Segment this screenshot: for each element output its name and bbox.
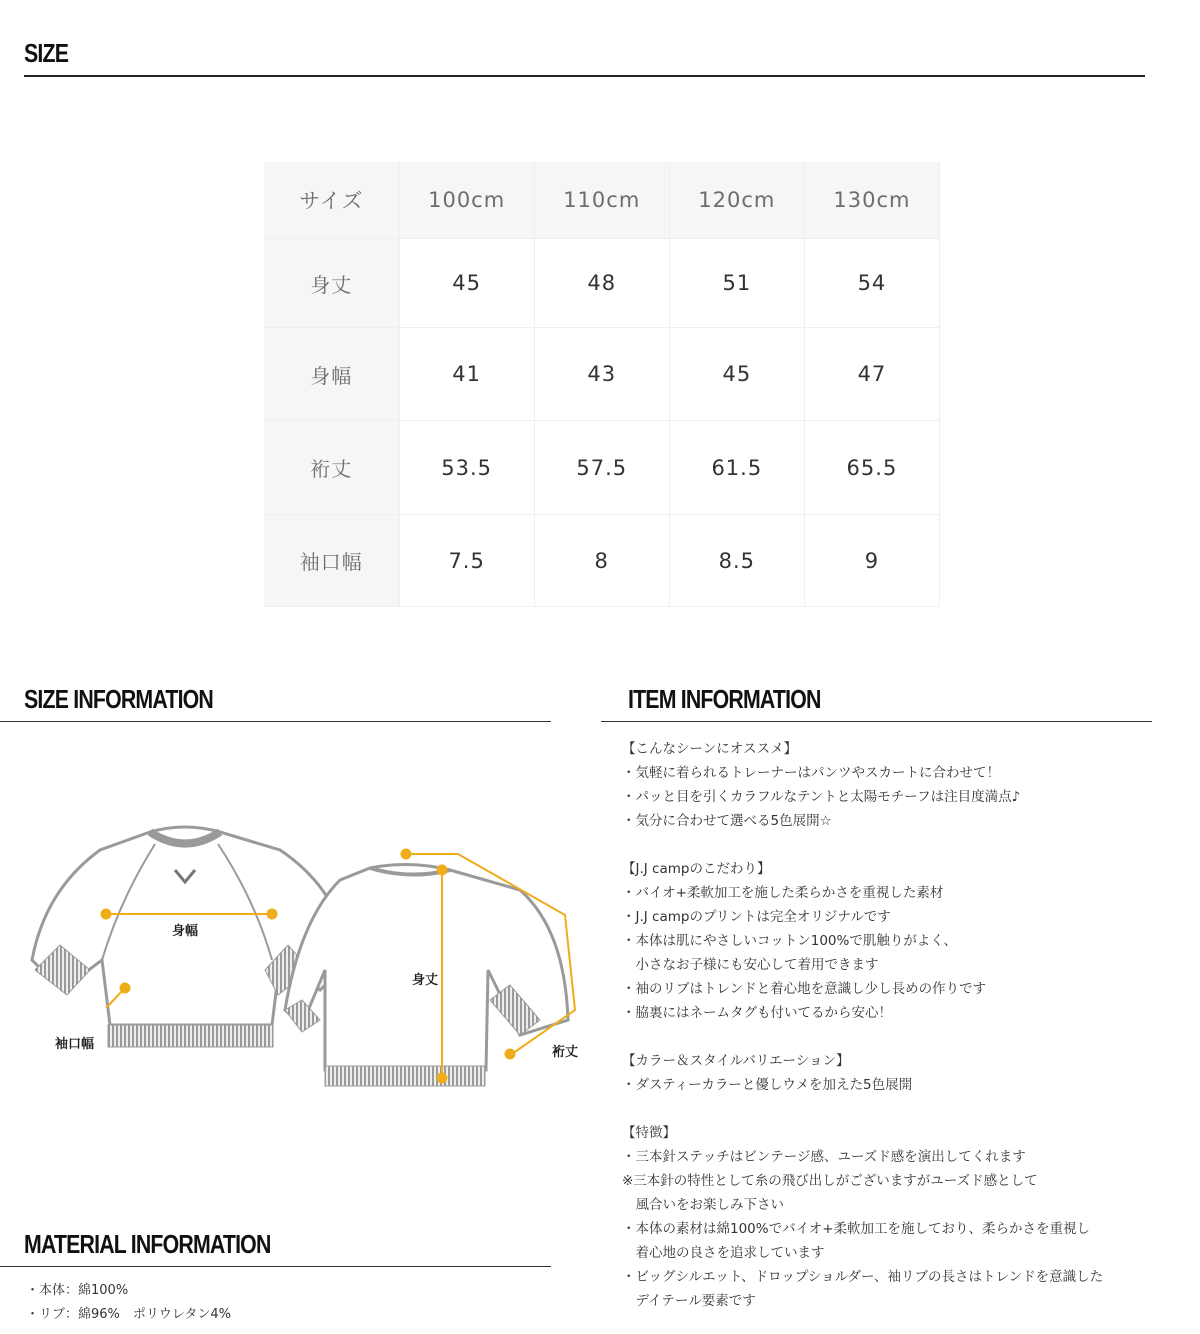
size-table-header: 120cm (669, 162, 804, 239)
item-info-line (622, 1025, 1182, 1049)
table-row (264, 239, 940, 328)
table-cell: 45 (669, 328, 804, 421)
table-cell: 8 (534, 515, 669, 607)
length-label: 身丈 (412, 973, 439, 988)
material-info-divider (0, 1266, 551, 1267)
item-info-line: ※三本針の特性として糸の飛び出しがございますがユーズド感として (622, 1173, 1038, 1189)
item-info-line: 【特徴】 (622, 1125, 676, 1141)
item-info-line: ・パッと目を引くカラフルなテントと太陽モチーフは注目度満点♪ (622, 789, 1021, 805)
item-info-line: ・本体の素材は綿100%でバイオ+柔軟加工を施しており、柔らかさを重視し (622, 1221, 1091, 1237)
item-info-line: ・三本針ステッチはビンテージ感、ユーズド感を演出してくれます (622, 1149, 1026, 1165)
table-row (264, 515, 940, 607)
item-info-text (622, 737, 1182, 1313)
row-label: 身丈 (264, 239, 399, 328)
item-info-title: ITEM INFORMATION (628, 684, 821, 714)
table-row (264, 421, 940, 515)
table-cell: 48 (534, 239, 669, 328)
table-cell: 61.5 (669, 421, 804, 515)
table-cell: 8.5 (669, 515, 804, 607)
table-cell: 41 (399, 328, 534, 421)
item-info-line (622, 1097, 1182, 1121)
row-label: 裄丈 (264, 421, 399, 515)
table-cell: 47 (804, 328, 939, 421)
item-info-line: 着心地の良さを追求しています (622, 1245, 825, 1261)
size-table-header: 100cm (399, 162, 534, 239)
table-cell: 43 (534, 328, 669, 421)
item-info-line: ・気分に合わせて選べる5色展開☆ (622, 813, 832, 829)
item-info-line: 【カラー＆スタイルバリエーション】 (622, 1053, 850, 1069)
sweatshirt-diagram (20, 820, 590, 1100)
size-table-header-row (264, 162, 940, 239)
material-line: ・本体：綿100% (26, 1283, 129, 1298)
size-table-header: サイズ (264, 162, 399, 239)
item-info-line (622, 833, 1182, 857)
item-info-line: ・ビッグシルエット、ドロップショルダー、袖リブの長さはトレンドを意識した (622, 1269, 1104, 1285)
size-section-title: SIZE (24, 38, 69, 68)
sleeve-length-label: 裄丈 (552, 1045, 579, 1060)
body-width-label: 身幅 (172, 924, 199, 939)
item-info-line: ・J.J campのプリントは完全オリジナルです (622, 909, 891, 925)
material-text (26, 1279, 231, 1327)
material-info-title: MATERIAL INFORMATION (24, 1229, 271, 1259)
item-info-divider (601, 721, 1152, 722)
item-info-line: ・脇裏にはネームタグも付いてるから安心！ (622, 1005, 892, 1021)
table-cell: 51 (669, 239, 804, 328)
size-table-header: 130cm (804, 162, 939, 239)
row-label: 身幅 (264, 328, 399, 421)
item-info-line: デイテール要素です (622, 1293, 756, 1309)
item-info-line: ・バイオ+柔軟加工を施した柔らかさを重視した素材 (622, 885, 944, 901)
row-label: 袖口幅 (264, 515, 399, 607)
item-info-line: ・本体は肌にやさしいコットン100%で肌触りがよく、 (622, 933, 958, 949)
table-cell: 7.5 (399, 515, 534, 607)
size-table-header: 110cm (534, 162, 669, 239)
table-cell: 54 (804, 239, 939, 328)
table-row (264, 328, 940, 421)
item-info-line: ・袖のリブはトレンドと着心地を意識し少し長めの作りです (622, 981, 987, 997)
item-info-line: 【こんなシーンにオススメ】 (622, 741, 798, 757)
table-cell: 45 (399, 239, 534, 328)
item-info-line: ・ダスティーカラーと優しウメを加えた5色展開 (622, 1077, 913, 1093)
size-info-title: SIZE INFORMATION (24, 684, 214, 714)
table-cell: 65.5 (804, 421, 939, 515)
table-cell: 53.5 (399, 421, 534, 515)
table-cell: 9 (804, 515, 939, 607)
table-cell: 57.5 (534, 421, 669, 515)
item-info-line: 【J.J campのこだわり】 (622, 861, 771, 877)
item-info-line: 風合いをお楽しみ下さい (622, 1197, 784, 1213)
size-info-divider (0, 721, 551, 722)
cuff-width-label: 袖口幅 (55, 1037, 95, 1052)
size-divider (24, 75, 1145, 77)
size-table (264, 162, 940, 607)
item-info-line: 小さなお子様にも安心して着用できます (622, 957, 879, 973)
item-info-line: ・気軽に着られるトレーナーはパンツやスカートに合わせて！ (622, 765, 1000, 781)
material-line: ・リブ：綿96% ポリウレタン4% (26, 1307, 231, 1322)
